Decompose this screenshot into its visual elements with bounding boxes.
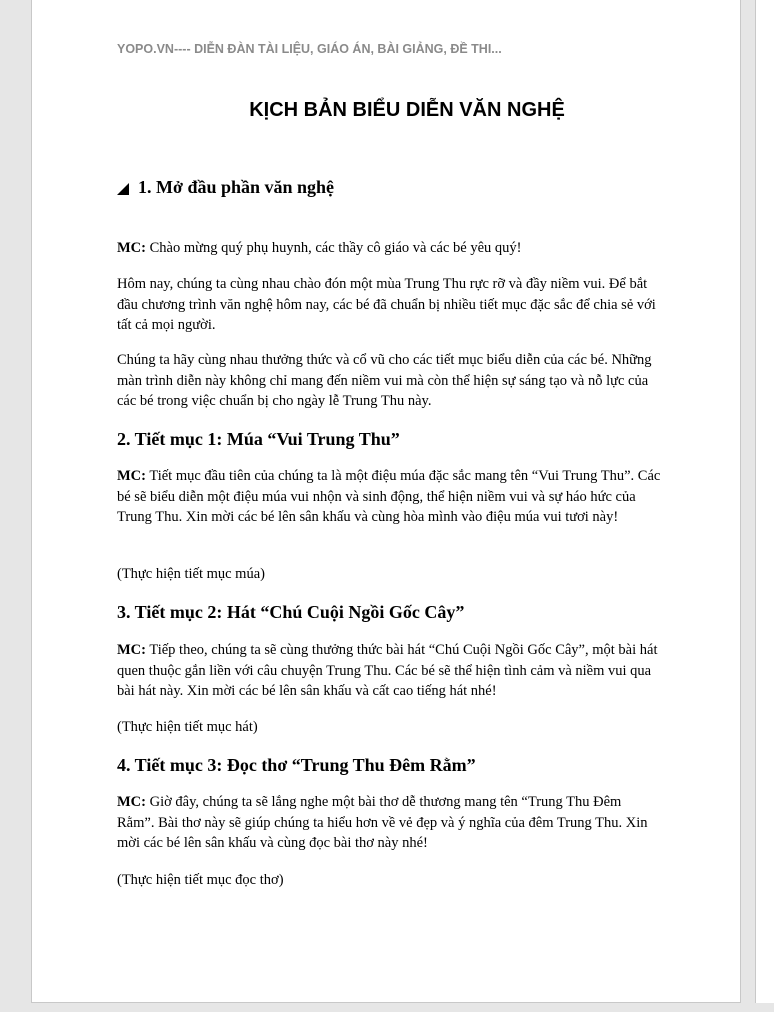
paragraph-intro-1: Hôm nay, chúng ta cùng nhau chào đón một mùa Trung Thu rực rỡ và đầy niềm vui. Để bắt đầu chương trình văn nghệ hôm nay, các bé đã chuẩn bị nhiều tiết mục đặc sắc để chia sẻ với tất cả mọi người. (117, 276, 656, 333)
performance-note-4: (Thực hiện tiết mục đọc thơ) (117, 872, 284, 888)
mc-text: Tiếp theo, chúng ta sẽ cùng thưởng thức bài hát “Chú Cuội Ngồi Gốc Cây”, một bài hát quen thuộc gắn liền với câu chuyện Trung Thu. Các bé sẽ thể hiện tình cảm và niềm vui qua bài hát này. Xin mời các bé lên sân khấu và cất cao tiếng hát nhé! (117, 642, 658, 699)
mc-text: Chào mừng quý phụ huynh, các thầy cô giáo và các bé yêu quý! (146, 240, 522, 256)
paragraph-mc-4 (117, 792, 662, 854)
page-header: YOPO.VN---- DIỄN ĐÀN TÀI LIỆU, GIÁO ÁN, BÀI GIẢNG, ĐỀ THI... (117, 42, 502, 56)
mc-label: MC: (117, 794, 146, 810)
section-heading-2: 2. Tiết mục 1: Múa “Vui Trung Thu” (117, 429, 400, 449)
performance-note-2: (Thực hiện tiết mục múa) (117, 566, 265, 582)
collapse-triangle-icon[interactable] (117, 183, 129, 195)
performance-note-3: (Thực hiện tiết mục hát) (117, 719, 258, 735)
section-heading-1[interactable] (117, 177, 334, 198)
paragraph-intro-2: Chúng ta hãy cùng nhau thưởng thức và cổ vũ cho các tiết mục biểu diễn của các bé. Những màn trình diễn này không chỉ mang đến niềm vui mà còn thể hiện sự sáng tạo và nỗ lực của các bé trong việc chuẩn bị cho ngày lễ Trung Thu này. (117, 352, 652, 409)
section-heading-1-text: 1. Mở đầu phần văn nghệ (138, 177, 335, 197)
paragraph-mc-3 (117, 640, 662, 702)
mc-label: MC: (117, 240, 146, 256)
paragraph-mc-2 (117, 466, 662, 528)
document-title: KỊCH BẢN BIỂU DIỄN VĂN NGHỆ (249, 99, 565, 121)
mc-text: Giờ đây, chúng ta sẽ lắng nghe một bài thơ dễ thương mang tên “Trung Thu Đêm Rằm”. Bài thơ này sẽ giúp chúng ta hiểu hơn về vẻ đẹp và ý nghĩa của đêm Trung Thu. Xin mời các bé lên sân khấu và cùng đọc bài thơ này nhé! (117, 794, 648, 851)
mc-label: MC: (117, 642, 146, 658)
section-heading-4: 4. Tiết mục 3: Đọc thơ “Trung Thu Đêm Rằm” (117, 755, 476, 775)
mc-text: Tiết mục đầu tiên của chúng ta là một điệu múa đặc sắc mang tên “Vui Trung Thu”. Các bé sẽ biểu diễn một điệu múa vui nhộn và sinh động, thể hiện niềm vui và sự háo hức của Trung Thu. Xin mời các bé lên sân khấu và cùng hòa mình vào điệu múa vui tươi này! (117, 468, 661, 525)
paragraph-mc-1 (117, 238, 662, 259)
next-page-edge (755, 0, 774, 1003)
section-heading-3: 3. Tiết mục 2: Hát “Chú Cuội Ngồi Gốc Cây” (117, 602, 465, 622)
mc-label: MC: (117, 468, 146, 484)
